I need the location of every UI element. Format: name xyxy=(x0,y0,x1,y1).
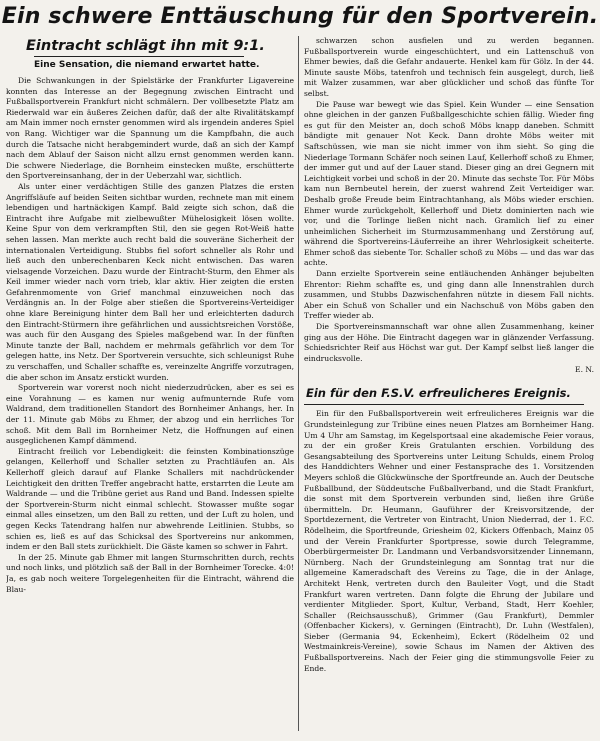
article-paragraph: Die Sportvereinsmannschaft war ohne allen Zusammenhang, keiner ging aus der Höhe. Die Eintracht dagegen war in glänzender Verfassung. Schiedsrichter Reif aus Höchst war gut. Der Kampf selbst ließ langer die eindrucksvolle. xyxy=(304,322,594,363)
author-signature: E. N. xyxy=(575,365,594,375)
article-paragraph: Sportverein war vorerst noch nicht niederzudrücken, aber es sei es eine Vorahnung — es kamen nur wenig aufmunternde Rufe vom Waldrand, dem traditionellen Standort des Bornheimer Anhangs, her. In der 11. Minute gab Möbs zu Ehmer, der abzog und ein herrliches Tor schoß. Mit dem Ball im Bornheimer Netz, die Hoffnungen auf einen ausgeglichenen Kampf dämmend. xyxy=(6,383,294,446)
left-column xyxy=(6,38,294,735)
article-paragraph: Als unter einer verdächtigen Stille des ganzen Platzes die ersten Angriffsläufe auf beiden Seiten sichtbar wurden, rechnete man mit einem lebendigen und hartnäckigen Kampf. Bald zeigte sich schon, daß die Eintracht ihre Aufgabe mit zielbewußter Mühelosigkeit lösen wollte. Keine Spur von dem verkrampften Stil, den sie gegen Rot-Weiß hatte sehen lassen. Man merkte auch recht bald die souveräne Sicherheit der internationalen Verteidigung. Stubbs fiel sofort schneller als Rohr und ließ auch den unberechenbaren Keck nicht entwischen. Das waren vielsagende Vorzeichen. Dazu wurde der Eintracht-Sturm, den Ehmer als Keil immer wieder nach vorn trieb, klar aktiv. Hier zeigten die ersten Gefahrenmomente von Grief manchmal einzuweichen noch das Verdängnis an. In der Folge aber stießen die Sportvereins-Verteidiger ohne klare Bereinigung hinter dem Ball her und erleichterten dadurch den Eintracht-Stürmern ihre gefährlichen und aussichtsreichen Vorstöße, was auch für den Ausgang des Spieles maßgebend war. In der fünften Minute tanzte der Ball, nachdem er mehrmals gefährlich vor dem Tor gelegen hatte, ins Netz. Der Sportverein versuchte, sich schleunigst Ruhe zu verschaffen, und Schaller schaffte es, vereinzelte Angriffe vorzutragen, die aber schon im Ansatz erstickt wurden. xyxy=(6,181,294,382)
box-headline: Ein für den F.S.V. erfreulicheres Ereignis. xyxy=(306,386,571,401)
right-column xyxy=(304,36,594,735)
subheadline-rule xyxy=(34,56,244,57)
kicker: Eine Sensation, die niemand erwartet hatte. xyxy=(34,60,260,70)
column-divider xyxy=(298,36,299,731)
article-paragraph: Die Pause war bewegt wie das Spiel. Kein Wunder — eine Sensation ohne gleichen in der ganzen Fußballgeschichte schien fällig. Wieder fing es gut für den Meister an, doch schoß Möbs knapp daneben. Schmitt bändigte mit genauer Not Keck. Dann drohte Möbs weiter mit Saftschüssen, wie man sie nicht immer von ihm sieht. So ging die Niederlage Tormann Schäfer noch seinen Lauf, Kellerhoff schoß zu Ehmer, der immer gut und auf der Lauer stand. Dieser ging an drei Gegnern mit Leichtigkeit vorbei und schoß in der 20. Minute das sechste Tor. Für Möbs kam nun Bernbeutel herein, der zuerst wahrend Zeit Verteidiger war. Deshalb große Freude beim Eintrachtanhang, als Möbs wieder erschien. Ehmer wurde zurückgeholt, Kellerhoff und Dietz dominierten nach wie vor, und die Torlinge ließen nicht nach. Gramlich lief zu einer unheimlichen Sicherheit im Sturmzusammenhang und Zerstörung auf, während die Sportvereins-Läuferreihe an ihrer Wehrlosigkeit scheiterte. Ehmer schoß das siebente Tor. Schaller schoß zu Möbs — und das war das achte. xyxy=(304,99,594,268)
article-paragraph: Die Schwankungen in der Spielstärke der Frankfurter Ligavereine konnten das Interesse an der Begegnung zwischen Eintracht und Fußballsportverein Frankfurt nicht schmälern. Der vollbesetzte Platz am Riederwald war ein äußeres Zeichen dafür, daß der alte Rivalitätskampf am Main immer noch ernster genommen wird als irgendein anderes Spiel von Rang. Wichtiger war die Spannung um die Kampfbahn, die auch durch die Tatsache nicht herabgemindert wurde, daß an sich der Kampf nach dem Ablauf der Saison nicht allzu ernst genommen werden kann. Die schwere Niederlage, die Bornheim einstecken mußte, erschütterte den Sportvereinsanhang, der in der Ueberzahl war, sichtlich. xyxy=(6,76,294,181)
article-paragraph: schwarzen schon ausfielen und zu werden begannen. Fußballsportverein wurde eingeschüchtert, und ein Lattenschuß von Ehmer bewies, daß die Gefahr andauerte. Henkel kam für Gölz. In der 44. Minute sauste Möbs, tatenfroh und technisch fein ausgelegt, durch, ließ mit Walzer zusammen, war aber glücklicher und schoß das fünfte Tor selbst. xyxy=(304,36,594,98)
box-paragraph: Ein für den Fußballsportverein weit erfreulicheres Ereignis war die Grundsteinlegung zur Tribüne eines neuen Platzes am Bornheimer Hang. Um 4 Uhr am Samstag, im Kegelsportsaal eine akademische Feier voraus, zu der ein großer Kreis Gratulanten erschien. Vorbildung des Gesangsabteilung des Sportvereins unter Leitung Schulds, einem Prolog des Handdichters Wehner und einer Festansprache des 1. Vorsitzenden Meyers schloß die Glückwünsche der Sportfreunde an. Auch der Deutsche Fußballbund, der Süddeutsche Fußballverband, und die Stadt Frankfurt, die sonst mit dem Sportverein verbunden sind, ließen ihre Grüße übermitteln. Dr. Heumann, Gauführer der Kreisvorsitzende, der Sportdezernent, die Vertreter von Eintracht, Union Niederrad, der 1. F.C. Rödelheim, die Sportfreunde, Griesheim 02, Kickers Offenbach, Mainz 05 und der Verein Frankfurter Sportpresse, sowie durch Telegramme, Oberbürgermeister Dr. Landmann und Verbandsvorsitzender Linnemann, Nürnberg. Nach der Grundsteinlegung am Sonntag trat nur die allgemeine Kameradschaft des Vereins zu Tage, die in der Anlage, Architekt Henk, vertreten durch den Bauleiter Vogt, und die Stadt Frankfurt waren vertreten. Dann folgte die Ehrung der Jubilare und verdienter Mitglieder. Sport, Kultur, Verband, Stadt, Herr Koehler, Schaller (Reichsausschuß), Grimmer (Gau Frankfurt), Demmler (Offenbacher Kickers), v. Gerningen (Eintracht), Dr. Luhn (Westfalen), Sieber (Germania 94, Eckenheim), Eckert (Rödelheim 02 und Westmainkreis-Vereine), sowie Schaus im Namen der Aktiven des Fußballsportvereins. Nach der Feier ging die stimmungsvolle Feier zu Ende. xyxy=(304,409,594,673)
subheadline: Eintracht schlägt ihn mit 9:1. xyxy=(26,38,265,54)
headline: Ein schwere Enttäuschung für den Sportverein. xyxy=(1,4,599,29)
article-paragraph: Eintracht freilich vor Lebendigkeit: die feinsten Kombinationszüge gelangen, Kellerhoff und Schaller setzten zu Prachtläufen an. Als Kellerhoff gleich darauf auf Flanke Schallers mit nachdrückender Leichtigkeit den dritten Treffer angebracht hatte, erstarrten die Leute am Waldrande — und die Tribüne geriet aus Rand und Band. Indessen spielte der Sportverein-Sturm nicht einmal schlecht. Stowasser mußte sogar einmal alles einsetzen, um den Ball zu retten, und der Luft zu holen, und gegen Kecks Tatendrang halfen nur abwehrende Leitlinien. Stubbs, so schien es, ließ es auf das Schicksal des Sportvereins nur ankommen, indem er den Ball stets zurückhielt. Die Gäste kamen so schwer in Fahrt. xyxy=(6,446,294,552)
article-paragraph: Dann erzielte Sportverein seine entläuchenden Anhänger bejubelten Ehrentor: Riehm schaffte es, und ging dann alle Innenstrahlen durch zusammen, und Stubbs Dazwischenfahren nützte in diesem Fall nichts. Aber ein Schuß von Schaller und ein Nachschuß von Möbs gaben den Treffer wieder ab. xyxy=(304,269,594,321)
box-headline-rule xyxy=(304,404,584,405)
article-paragraph: In der 25. Minute gab Ehmer mit langen Sturmschritten durch, rechts und noch links, und plötzlich saß der Ball in der Bornheimer Torecke. 4:0! Ja, es gab noch weitere Torgelegenheiten für die Eintracht, während die Blau- xyxy=(6,552,294,594)
